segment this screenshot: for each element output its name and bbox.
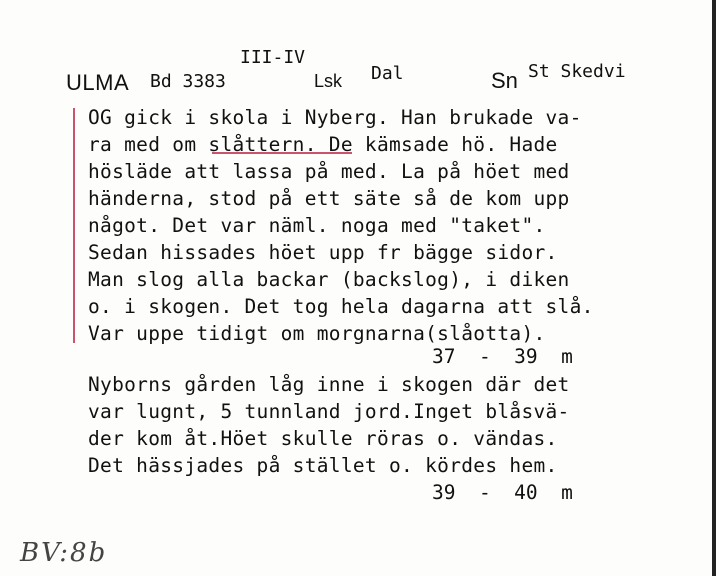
handwritten-signature: BV:8b: [20, 538, 108, 568]
text-line: OG gick i skola i Nyberg. Han brukade va-: [88, 106, 582, 129]
red-margin-mark: [73, 108, 75, 343]
text-line: Var uppe tidigt om morgnarna(slåotta).: [88, 322, 546, 345]
text-line: der kom åt.Höet skulle röras o. vändas.: [88, 427, 558, 450]
text-line: något. Det var näml. noga med "taket".: [88, 214, 546, 237]
sn-value: St Skedvi: [528, 61, 626, 82]
lsk-label: Lsk: [314, 71, 343, 91]
page-range: 37 - 39 m: [432, 345, 573, 368]
text-line: Man slog alla backar (backslog), i diken: [88, 268, 570, 291]
bd-number: Bd 3383: [150, 71, 226, 92]
card-edge: [712, 0, 716, 576]
text-line: Nyborns gården låg inne i skogen där det: [88, 373, 570, 396]
text-line: ra med om slåttern. De kämsade hö. Hade: [88, 133, 558, 156]
text-line: hösläde att lassa på med. La på höet med: [88, 160, 570, 183]
archive-label: ULMA: [66, 70, 130, 95]
text-line: Sedan hissades höet upp fr bägge sidor.: [88, 241, 558, 264]
text-line: var lugnt, 5 tunnland jord.Inget blåsvä-: [88, 400, 570, 423]
page-range: 39 - 40 m: [432, 481, 573, 504]
volume-number: III-IV: [240, 47, 306, 68]
sn-label: Sn: [491, 68, 518, 93]
text-line: Det hässjades på stället o. kördes hem.: [88, 454, 558, 477]
lsk-value: Dal: [371, 63, 404, 84]
text-line: o. i skogen. Det tog hela dagarna att slå.: [88, 295, 594, 318]
text-line: händerna, stod på ett säte så de kom upp: [88, 187, 570, 210]
